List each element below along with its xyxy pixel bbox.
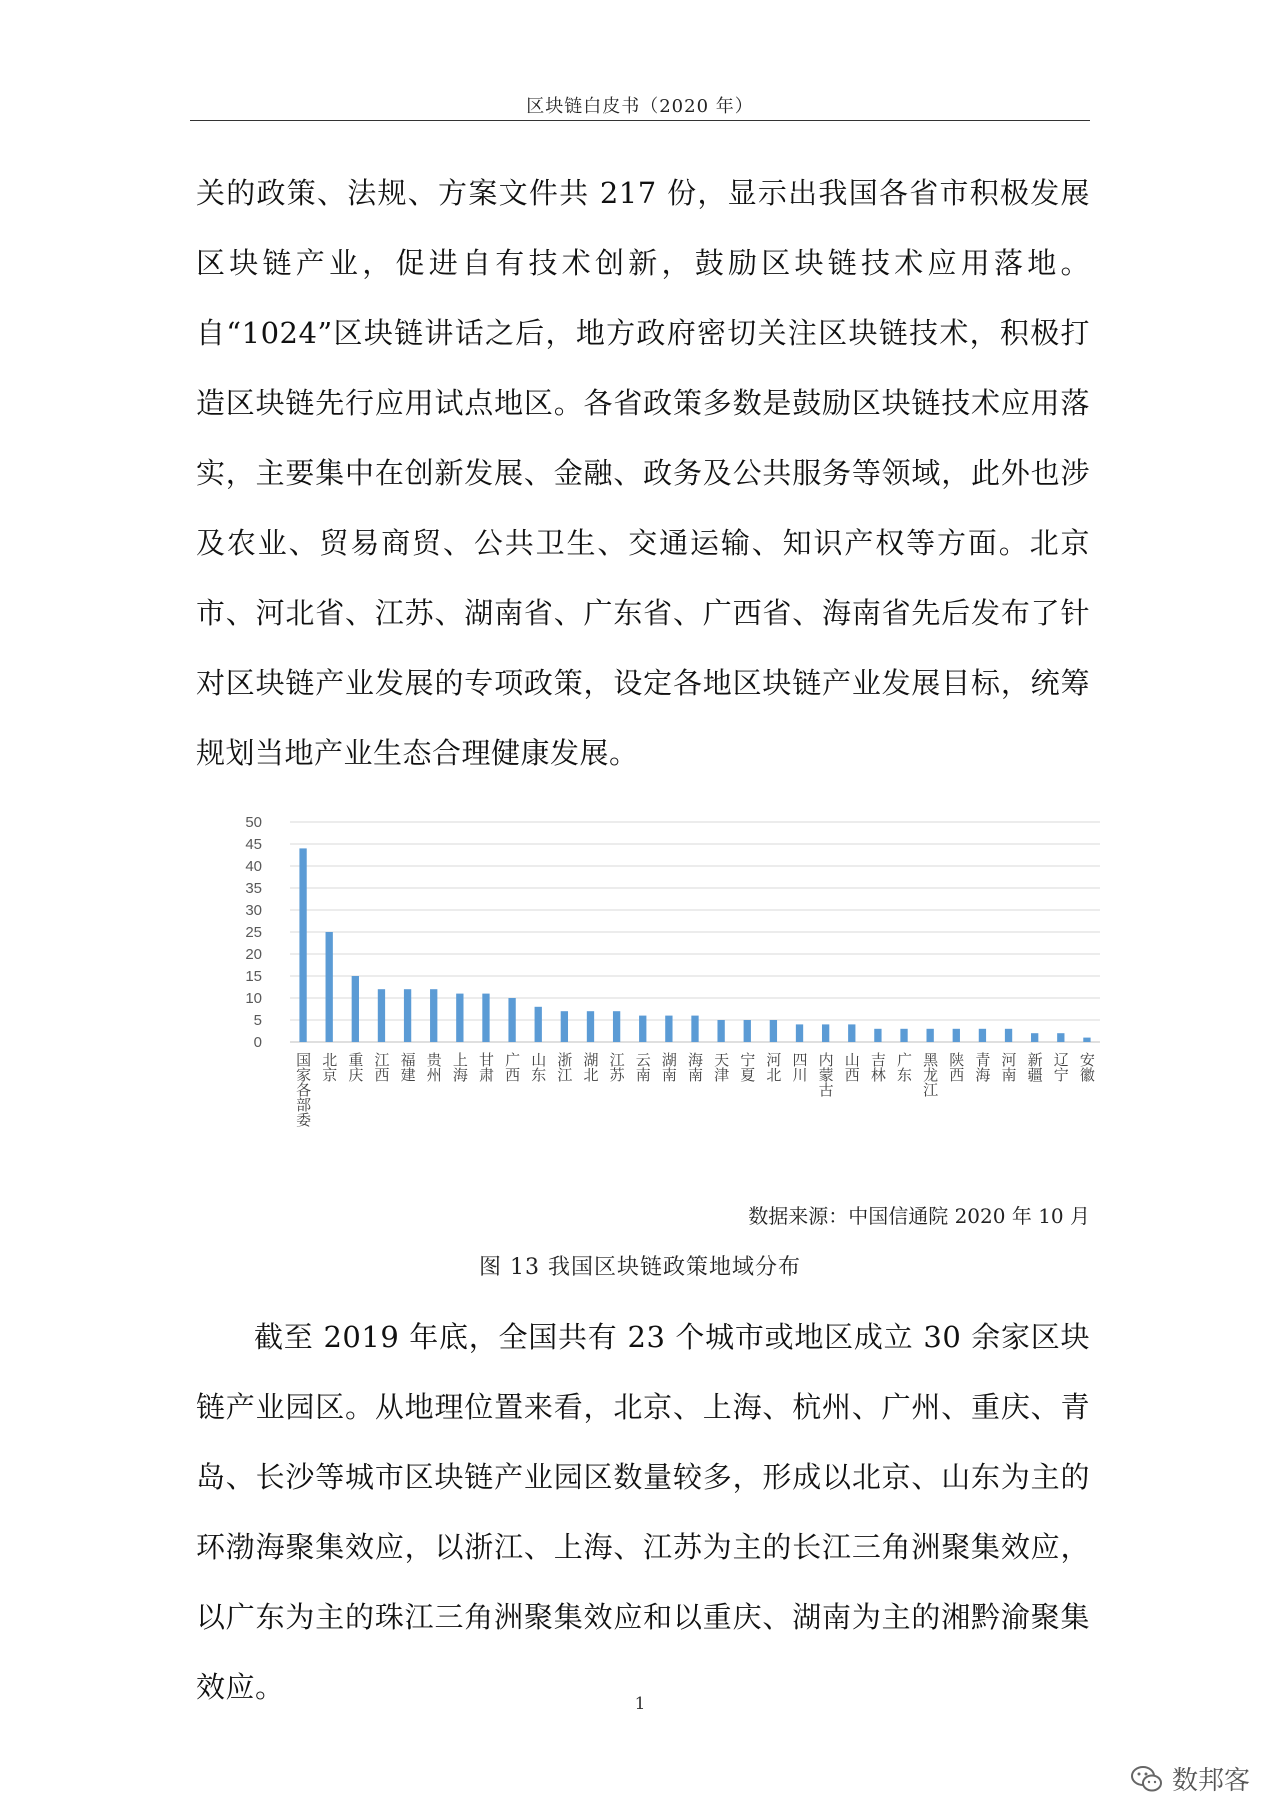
page-number: 1 [634,1694,646,1714]
x-category-label: 陕西 [947,1052,966,1082]
bar [587,1011,594,1042]
watermark-text: 数邦客 [1171,1766,1250,1796]
bar [927,1029,934,1042]
x-category-label: 宁夏 [738,1052,757,1082]
y-axis-tick-labels [245,814,262,1051]
bar [561,1011,568,1042]
bar [717,1020,724,1042]
bar [456,994,463,1042]
bar [1005,1029,1012,1042]
x-category-label: 贵州 [424,1052,443,1082]
bar [1057,1033,1064,1042]
y-tick-label: 40 [245,858,262,875]
y-tick-label: 15 [245,968,262,985]
bar [535,1007,542,1042]
wechat-icon [1130,1764,1164,1794]
bar [508,998,515,1042]
y-tick-label: 30 [245,902,262,919]
body-paragraph-1: 关的政策、法规、方案文件共 217 份，显示出我国各省市积极发展区块链产业，促进自有技术创新，鼓励区块链技术应用落地。自“1024”区块链讲话之后，地方政府密切关注区块链技术，积极打造区块链先行应用试点地区。各省政策多数是鼓励区块链技术应用落实，主要集中在创新发展、金融、政务及公共服务等领域，此外也涉及农业、贸易商贸、公共卫生、交通运输、知识产权等方面。北京市、河北省、江苏、湖南省、广东省、广西省、海南省先后发布了针对区块链产业发展的专项政策，设定各地区块链产业发展目标，统筹规划当地产业生态合理健康发展。 [196,176,1090,770]
bar [744,1020,751,1042]
x-category-label: 甘肃 [476,1052,495,1082]
bar [900,1029,907,1042]
bar [665,1016,672,1042]
x-category-label: 青海 [973,1052,992,1082]
y-tick-label: 45 [245,836,262,853]
header-rule [190,120,1090,121]
x-category-label: 湖北 [581,1052,600,1082]
y-tick-label: 20 [245,946,262,963]
x-axis-category-labels [294,1051,1096,1128]
bar [953,1029,960,1042]
x-category-label: 上海 [450,1052,469,1082]
x-category-label: 湖南 [659,1052,678,1082]
y-tick-label: 35 [245,880,262,897]
bar [796,1024,803,1042]
policy-region-bar-chart [230,810,1110,1170]
y-tick-label: 0 [253,1034,262,1051]
x-category-label: 新疆 [1025,1052,1044,1082]
y-tick-label: 50 [245,814,262,831]
chart-bars [299,848,1090,1042]
bar [848,1024,855,1042]
x-category-label: 云南 [633,1052,652,1082]
x-category-label: 北京 [320,1052,339,1082]
bar [430,989,437,1042]
figure-caption: 图 13 我国区块链政策地域分布 [479,1255,801,1280]
bar [482,994,489,1042]
x-category-label: 黑龙江 [921,1052,940,1097]
x-category-label: 江西 [372,1052,391,1082]
x-category-label: 四川 [790,1052,809,1082]
bar [299,848,306,1042]
x-category-label: 天津 [712,1052,731,1082]
x-category-label: 江苏 [607,1052,626,1082]
bar [378,989,385,1042]
chart-gridlines [290,822,1100,1042]
bar [639,1016,646,1042]
body-paragraph-2: 截至 2019 年底，全国共有 23 个城市或地区成立 30 余家区块链产业园区。从地理位置来看，北京、上海、杭州、广州、重庆、青岛、长沙等城市区块链产业园区数量较多，形成以北京、山东为主的环渤海聚集效应，以浙江、上海、江苏为主的长江三角洲聚集效应，以广东为主的珠江三角洲聚集效应和以重庆、湖南为主的湘黔渝聚集效应。 [196,1320,1090,1704]
x-category-label: 国家各部委 [294,1052,313,1127]
x-category-label: 内蒙古 [816,1052,835,1097]
x-category-label: 山东 [529,1052,548,1082]
bar [874,1029,881,1042]
bar [404,989,411,1042]
running-header: 区块链白皮书（2020 年） [526,96,754,117]
x-category-label: 重庆 [346,1052,365,1082]
x-category-label: 安徽 [1077,1052,1096,1082]
x-category-label: 广西 [503,1052,522,1082]
bar [822,1024,829,1042]
y-tick-label: 25 [245,924,262,941]
bar [770,1020,777,1042]
x-category-label: 福建 [398,1052,417,1082]
bar [352,976,359,1042]
bar [1031,1033,1038,1042]
x-category-label: 河北 [764,1052,783,1082]
bar [691,1016,698,1042]
account-watermark [1130,1760,1250,1797]
x-category-label: 辽宁 [1051,1052,1070,1082]
x-category-label: 吉林 [868,1052,887,1082]
y-tick-label: 10 [245,990,262,1007]
bar [979,1029,986,1042]
x-category-label: 广东 [895,1052,914,1082]
bar [326,932,333,1042]
bar [613,1011,620,1042]
x-category-label: 海南 [686,1052,704,1082]
x-category-label: 浙江 [555,1052,574,1082]
bar [1083,1038,1090,1042]
x-category-label: 山西 [842,1052,861,1082]
x-category-label: 河南 [999,1052,1018,1082]
figure-source: 数据来源：中国信通院 2020 年 10 月 [748,1204,1090,1228]
y-tick-label: 5 [253,1012,262,1029]
